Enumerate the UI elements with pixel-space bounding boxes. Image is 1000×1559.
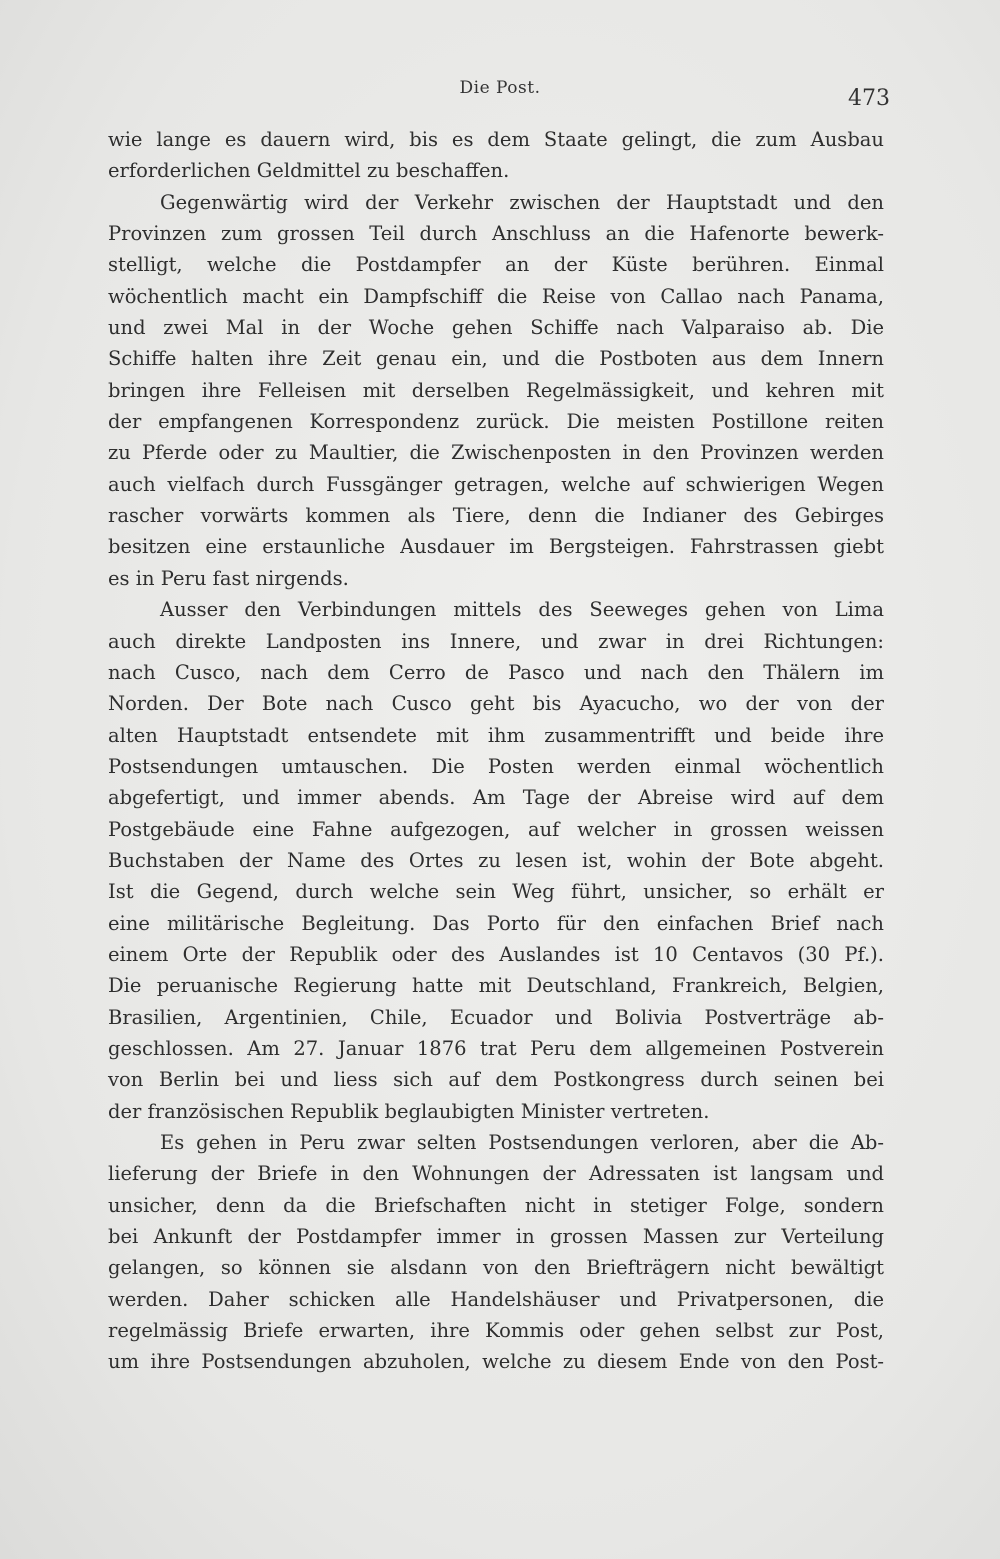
text-line: unsicher, denn da die Briefschaften nicht in stetiger Folge, sondern (108, 1193, 884, 1217)
text-line: Ist die Gegend, durch welche sein Weg führt, unsicher, so erhält er (108, 880, 884, 904)
text-line: wie lange es dauern wird, bis es dem Staate gelingt, die zum Ausbau (108, 128, 884, 151)
text-line: Schiffe halten ihre Zeit genau ein, und die Postboten aus dem Innern (108, 347, 884, 371)
text-line: Gegenwärtig wird der Verkehr zwischen der Hauptstadt und den (160, 190, 884, 214)
text-line: Postgebäude eine Fahne aufgezogen, auf welcher in grossen weissen (108, 817, 884, 841)
text-line: um ihre Postsendungen abzuholen, welche zu diesem Ende von den Post- (108, 1350, 884, 1374)
text-line: besitzen eine erstaunliche Ausdauer im Bergsteigen. Fahrstrassen giebt (108, 535, 884, 559)
running-head: Die Post. (459, 78, 541, 98)
text-line: Ausser den Verbindungen mittels des Seeweges gehen von Lima (160, 598, 884, 622)
text-line: auch vielfach durch Fussgänger getragen, welche auf schwierigen Wegen (108, 472, 884, 496)
text-line: abgefertigt, und immer abends. Am Tage der Abreise wird auf dem (108, 786, 884, 810)
text-line: stelligt, welche die Postdampfer an der Küste berühren. Einmal (108, 253, 884, 277)
text-line: gelangen, so können sie alsdann von den Briefträgern nicht bewältigt (108, 1256, 884, 1280)
text-line: werden. Daher schicken alle Handelshäuser und Privatpersonen, die (108, 1287, 884, 1311)
text-line: eine militärische Begleitung. Das Porto für den einfachen Brief nach (108, 911, 884, 935)
text-line: rascher vorwärts kommen als Tiere, denn die Indianer des Gebirges (108, 504, 884, 528)
body-text (108, 124, 884, 1378)
text-line: Es gehen in Peru zwar selten Postsendungen verloren, aber die Ab- (160, 1131, 884, 1154)
text-line: der französischen Republik beglaubigten Minister vertreten. (108, 1099, 710, 1123)
text-line: wöchentlich macht ein Dampfschiff die Reise von Callao nach Panama, (108, 284, 884, 308)
text-line: Die peruanische Regierung hatte mit Deutschland, Frankreich, Belgien, (108, 974, 884, 998)
text-line: Brasilien, Argentinien, Chile, Ecuador und Bolivia Postverträge ab- (108, 1005, 884, 1029)
text-line: bei Ankunft der Postdampfer immer in grossen Massen zur Verteilung (108, 1225, 884, 1249)
text-line: Postsendungen umtauschen. Die Posten werden einmal wöchentlich (108, 754, 884, 778)
text-line: und zwei Mal in der Woche gehen Schiffe nach Valparaiso ab. Die (108, 316, 884, 340)
text-line: lieferung der Briefe in den Wohnungen der Adressaten ist langsam und (108, 1162, 884, 1186)
text-line: Norden. Der Bote nach Cusco geht bis Ayacucho, wo der von der (108, 692, 884, 716)
text-line: zu Pferde oder zu Maultier, die Zwischenposten in den Provinzen werden (108, 441, 884, 465)
text-line: bringen ihre Felleisen mit derselben Regelmässigkeit, und kehren mit (108, 378, 884, 402)
text-line: nach Cusco, nach dem Cerro de Pasco und nach den Thälern im (108, 660, 884, 684)
text-line: einem Orte der Republik oder des Auslandes ist 10 Centavos (30 Pf.). (108, 942, 884, 966)
text-line: geschlossen. Am 27. Januar 1876 trat Peru dem allgemeinen Postverein (108, 1036, 884, 1060)
text-line: alten Hauptstadt entsendete mit ihm zusammentrifft und beide ihre (108, 723, 884, 747)
text-line: von Berlin bei und liess sich auf dem Postkongress durch seinen bei (108, 1068, 884, 1092)
text-line: auch direkte Landposten ins Innere, und zwar in drei Richtungen: (108, 629, 884, 653)
text-line: Provinzen zum grossen Teil durch Anschluss an die Hafenorte bewerk- (108, 222, 884, 246)
text-line: Buchstaben der Name des Ortes zu lesen ist, wohin der Bote abgeht. (108, 848, 884, 872)
text-line: der empfangenen Korrespondenz zurück. Die meisten Postillone reiten (108, 410, 884, 434)
page-number: 473 (848, 86, 890, 111)
text-line: regelmässig Briefe erwarten, ihre Kommis oder gehen selbst zur Post, (108, 1319, 884, 1343)
text-line: erforderlichen Geldmittel zu beschaffen. (108, 159, 510, 183)
text-line: es in Peru fast nirgends. (108, 566, 349, 590)
